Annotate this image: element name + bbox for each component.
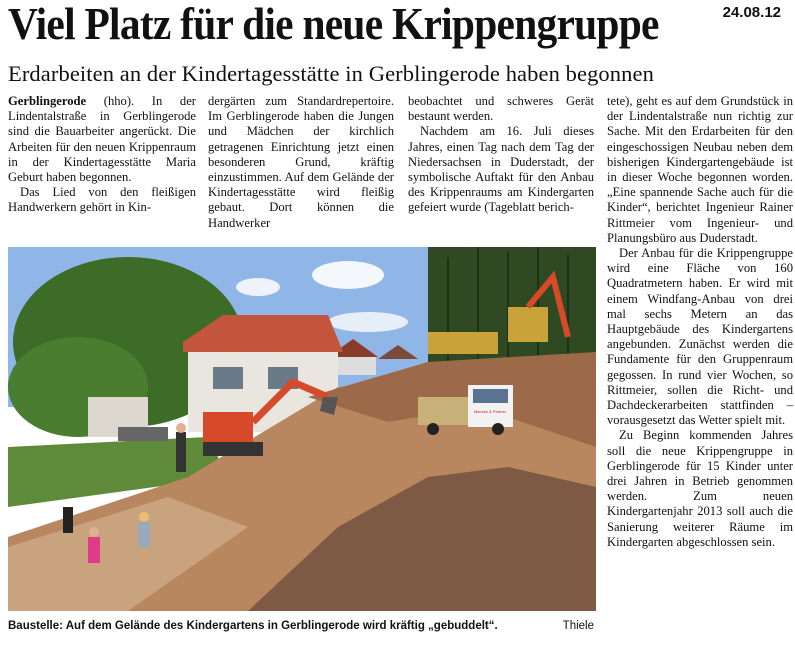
photo-truck-text: Mencke & Partner bbox=[473, 409, 507, 414]
dateline-place: Gerblingerode bbox=[8, 94, 87, 108]
publication-date: 24.08.12 bbox=[722, 4, 781, 21]
column-3-paragraph-2: Nachdem am 16. Juli dieses Jahres, einen Tag nach dem Tag der Niedersachsen in Duderstadt, der symbolische Auftakt für den Anbau des Krippenraums am Kindergarten gefeiert wurde (Tageblatt berich- bbox=[408, 124, 594, 215]
column-3-paragraph-1: beobachtet und schweres Gerät bestaunt werden. bbox=[408, 94, 594, 124]
headline: Viel Platz für die neue Krippengruppe bbox=[8, 0, 659, 49]
article-column-4 bbox=[607, 94, 793, 550]
article-column-3 bbox=[408, 94, 594, 216]
article-column-2 bbox=[208, 94, 394, 231]
photo-cloud bbox=[236, 278, 280, 296]
column-1-paragraph-1: (hho). In der Lindentalstraße in Gerblingerode sind die Bauarbeiter angerückt. Die Arbeiten für den neuen Krippenraum in der Kindertagesstätte Maria Geburt haben begonnen. bbox=[8, 94, 196, 185]
column-1-paragraph-2: Das Lied von den fleißigen Handwerkern gehört in Kin- bbox=[8, 185, 196, 215]
article-column-1 bbox=[8, 94, 196, 216]
column-4-paragraph-1: tete), geht es auf dem Grundstück in der Lindentalstraße nun richtig zur Sache. Mit den Erdarbeiten für den eingeschossigen Neubau neben dem bisherigen Kindergartengebäude ist in dieser Woche begonnen worden. „Eine spannende Sache auch für die Kinder“, berichtet Ingenieur Rainer Rittmeier vom Ingenieur- und Planungsbüro aus Duderstadt. bbox=[607, 94, 793, 245]
photo-credit: Thiele bbox=[562, 620, 594, 632]
caption-text: Auf dem Gelände des Kindergartens in Gerblingerode wird kräftig „gebuddelt“. bbox=[62, 620, 498, 632]
column-4-paragraph-2: Der Anbau für die Krippengruppe wird eine Fläche von 160 Quadratmetern haben. Er wird mit einem Windfang-Anbau von drei mal sechs Metern an das Hauptgebäude des Kindergartens angebunden. Zunächst werden die Fundamente für den Gruppenraum gegossen. In rund vier Wochen, so Rittmeier, sollen die Richt- und Dachdeckerarbeiten stattfinden – vorausgesetzt das Wetter spielt mit. bbox=[607, 246, 793, 428]
column-2-paragraph-1: dergärten zum Standardrepertoire. Im Gerblingerode haben die Jungen und Mädchen der kirchlich getragenen Einrichtung jetzt einen besonderen Grund, kräftig einzustimmen. Auf dem Gelände der Kindertagesstätte wird fleißig gebaut. Dort können die Handwerker bbox=[208, 94, 394, 230]
photo-cloud bbox=[312, 261, 384, 289]
column-4-paragraph-3: Zu Beginn kommenden Jahres soll die neue Krippengruppe in Gerblingerode für 15 Kinder unter drei Jahren in Betrieb genommen werden. Zum neuen Kindergartenjahr 2013 soll auch die Sanierung weiterer Räume im Kindergarten abgeschlossen sein. bbox=[607, 428, 793, 549]
caption-label: Baustelle: bbox=[8, 620, 63, 632]
construction-site-photo bbox=[8, 247, 596, 611]
photo-caption bbox=[8, 620, 594, 632]
photo-cloud bbox=[328, 312, 408, 332]
subheadline: Erdarbeiten an der Kindertagesstätte in Gerblingerode haben begonnen bbox=[8, 61, 654, 86]
